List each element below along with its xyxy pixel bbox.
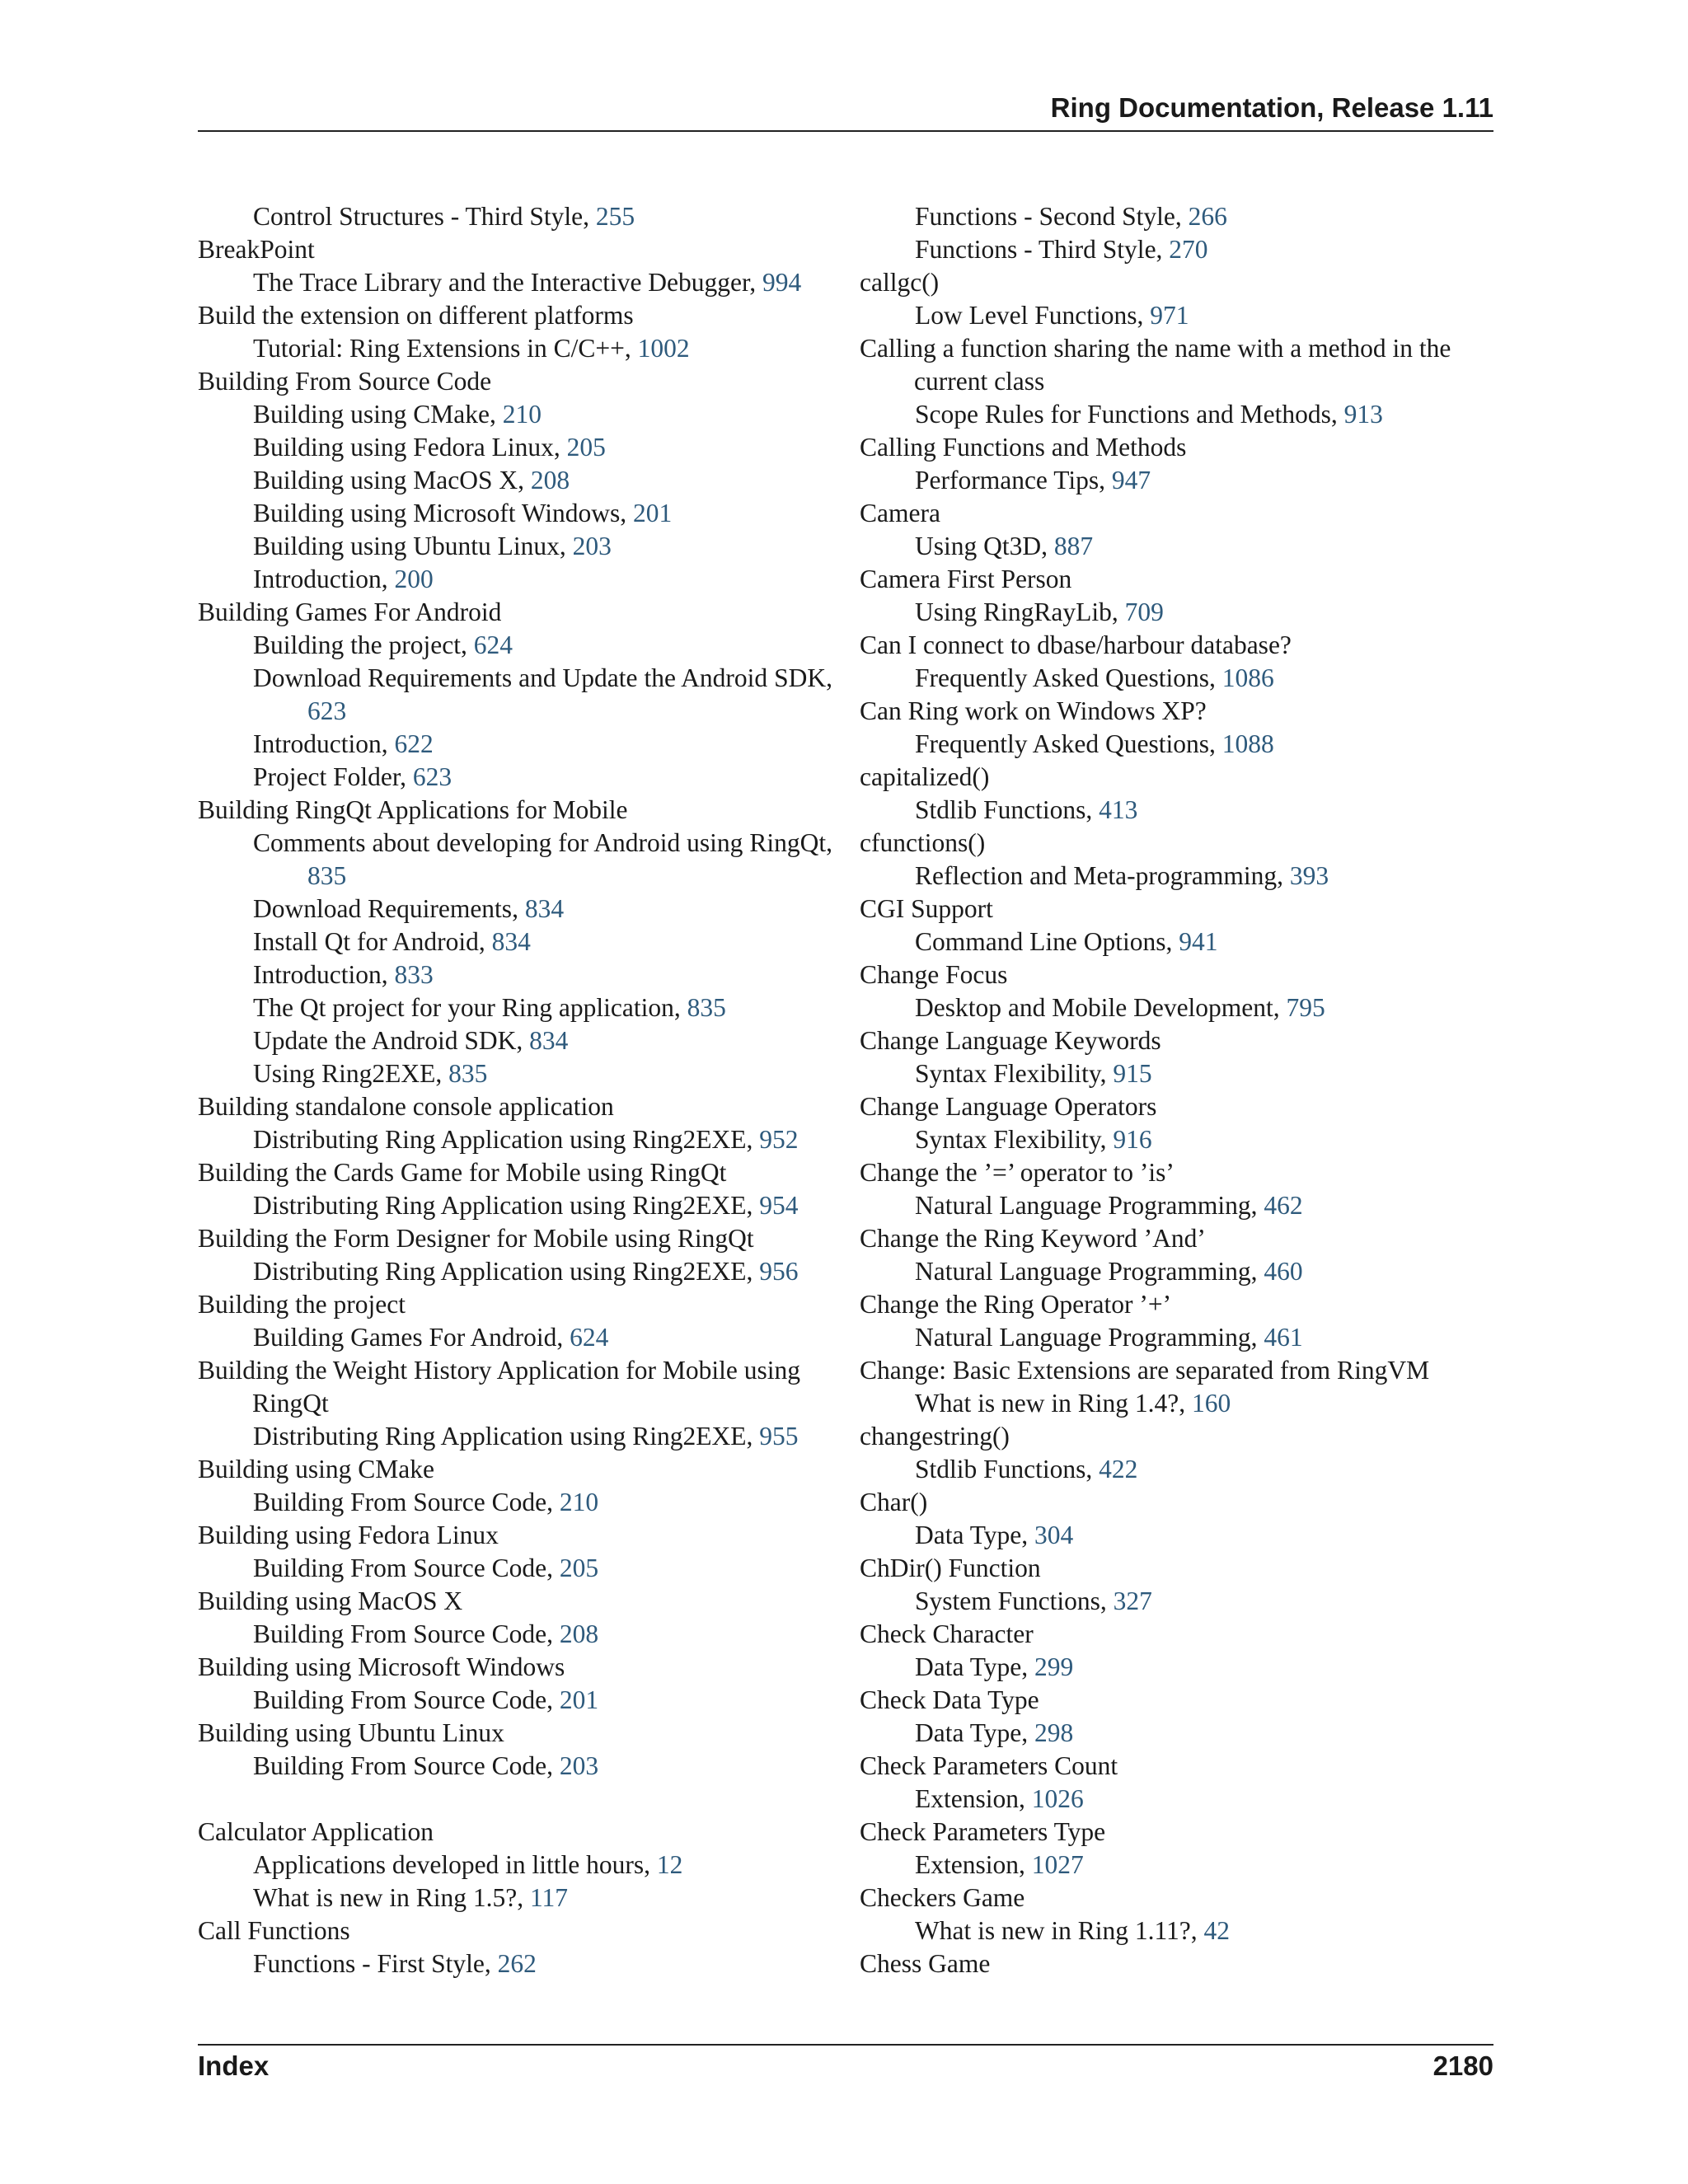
page-reference-link[interactable]: 915 <box>1113 1059 1152 1088</box>
index-term <box>198 1288 832 1321</box>
index-term <box>860 1486 1496 1519</box>
index-term-text: CGI Support <box>860 894 993 923</box>
index-term <box>860 893 1496 926</box>
index-term-text: ChDir() Function <box>860 1554 1041 1582</box>
index-subentry-text: System Functions <box>915 1586 1100 1615</box>
page-reference-link[interactable]: 1088 <box>1221 729 1274 758</box>
page-reference-link[interactable]: 12 <box>656 1850 683 1879</box>
index-term-text: Check Character <box>860 1619 1034 1648</box>
index-subentry: Data Type, 298 <box>915 1718 1074 1747</box>
index-term <box>860 1816 1496 1849</box>
index-subentry-text: Building using Fedora Linux <box>253 433 554 462</box>
index-subentry-text: Functions - Third Style <box>915 235 1156 264</box>
index-term <box>860 1288 1496 1321</box>
index-term <box>860 1354 1496 1387</box>
index-subentry: What is new in Ring 1.4?, 160 <box>915 1389 1231 1418</box>
index-subentry-text: Stdlib Functions <box>915 1455 1086 1483</box>
index-term-text: cfunctions() <box>860 828 986 857</box>
index-subentry: Natural Language Programming, 461 <box>915 1323 1303 1352</box>
index-term-text: Checkers Game <box>860 1883 1025 1912</box>
page-reference-link[interactable]: 623 <box>307 696 347 725</box>
index-subentry-text: Using Qt3D <box>915 532 1042 560</box>
index-term-text: Building the Weight History Application for Mobile using RingQt <box>198 1356 800 1418</box>
index-subentry-text: Reflection and Meta-programming <box>915 861 1278 890</box>
page-reference-link[interactable]: 255 <box>595 202 635 231</box>
page-reference-link[interactable]: 624 <box>570 1323 609 1352</box>
index-term-text: Change Focus <box>860 960 1008 989</box>
index-subentry-text: Natural Language Programming <box>915 1323 1251 1352</box>
index-subentry-text: Stdlib Functions <box>915 795 1086 824</box>
index-subentry: Syntax Flexibility, 916 <box>915 1125 1152 1154</box>
index-subentry: Building From Source Code, 210 <box>253 1488 599 1516</box>
index-term-text: Building the project <box>198 1290 406 1319</box>
index-subentry-text: Natural Language Programming <box>915 1191 1251 1220</box>
index-term <box>860 695 1496 728</box>
index-subentry: Functions - Third Style, 270 <box>915 235 1208 264</box>
index-term <box>860 1024 1496 1057</box>
index-subentry-text: Applications developed in little hours <box>253 1850 645 1879</box>
index-term <box>860 1750 1496 1783</box>
header-rule <box>198 130 1493 132</box>
index-subentry-text: Comments about developing for Android using RingQt <box>253 828 827 857</box>
index-subentry: Control Structures - Third Style, 255 <box>253 202 635 231</box>
index-subentry-text: Building using Ubuntu Linux <box>253 532 560 560</box>
index-subentry: System Functions, 327 <box>915 1586 1152 1615</box>
page-reference-link[interactable]: 201 <box>633 499 673 527</box>
index-subentry-text: Building Games For Android <box>253 1323 557 1352</box>
page-reference-link[interactable]: 916 <box>1113 1125 1152 1154</box>
index-term <box>198 596 832 629</box>
page-reference-link[interactable]: 42 <box>1203 1916 1231 1945</box>
page-reference-link[interactable]: 160 <box>1191 1389 1231 1418</box>
index-term <box>198 1156 832 1189</box>
index-subentry-text: Building From Source Code <box>253 1751 547 1780</box>
index-term <box>860 332 1496 398</box>
index-term-text: Building the Cards Game for Mobile using RingQt <box>198 1158 727 1187</box>
index-term <box>198 1090 832 1123</box>
index-subentry: Low Level Functions, 971 <box>915 301 1189 330</box>
index-term-text: Change the ’=’ operator to ’is’ <box>860 1158 1175 1187</box>
page-reference-link[interactable]: 460 <box>1264 1257 1303 1286</box>
index-subentry-text: Frequently Asked Questions <box>915 663 1209 692</box>
index-subentry: Building Games For Android, 624 <box>253 1323 609 1352</box>
index-subentry: Introduction, 622 <box>253 729 434 758</box>
index-term-text: Building using Ubuntu Linux <box>198 1718 504 1747</box>
index-term <box>860 958 1496 991</box>
page-reference-link[interactable]: 205 <box>566 433 606 462</box>
index-subentry-text: Data Type <box>915 1652 1022 1681</box>
index-subentry: Building From Source Code, 201 <box>253 1685 599 1714</box>
page-reference-link[interactable]: 210 <box>502 400 542 429</box>
page-reference-link[interactable]: 208 <box>559 1619 599 1648</box>
index-subentry-text: The Trace Library and the Interactive Debugger <box>253 268 750 297</box>
index-subentry: The Qt project for your Ring application, 835 <box>253 993 726 1022</box>
index-term <box>860 1552 1496 1585</box>
footer-page-number: 2180 <box>1432 2050 1493 2081</box>
index-term <box>198 794 832 827</box>
page-reference-link[interactable]: 304 <box>1034 1521 1074 1549</box>
index-term-text: Change the Ring Operator ’+’ <box>860 1290 1172 1319</box>
index-subentry: Install Qt for Android, 834 <box>253 927 531 956</box>
index-subentry: Functions - First Style, 262 <box>253 1949 537 1978</box>
index-term <box>198 1354 832 1420</box>
page-reference-link[interactable]: 203 <box>559 1751 599 1780</box>
index-subentry: Reflection and Meta-programming, 393 <box>915 861 1329 890</box>
index-subentry: Distributing Ring Application using Ring2EXE, 952 <box>253 1125 799 1154</box>
index-subentry-text: Functions - Second Style <box>915 202 1175 231</box>
index-subentry-text: Building using MacOS X <box>253 466 518 494</box>
index-term <box>198 1651 832 1684</box>
index-term-text: Calculator Application <box>198 1817 434 1846</box>
index-subentry-text: Data Type <box>915 1521 1022 1549</box>
index-term-text: Can Ring work on Windows XP? <box>860 696 1207 725</box>
index-subentry: Frequently Asked Questions, 1088 <box>915 729 1274 758</box>
index-term-text: Change: Basic Extensions are separated from RingVM <box>860 1356 1430 1385</box>
index-subentry-text: Distributing Ring Application using Ring2EXE <box>253 1422 747 1451</box>
index-subentry: Natural Language Programming, 460 <box>915 1257 1303 1286</box>
index-term <box>860 1222 1496 1255</box>
index-subentry-text: Building From Source Code <box>253 1619 547 1648</box>
index-term <box>860 1618 1496 1651</box>
index-subentry-text: What is new in Ring 1.11? <box>915 1916 1191 1945</box>
page-reference-link[interactable]: 200 <box>394 565 434 593</box>
index-subentry-text: Scope Rules for Functions and Methods <box>915 400 1331 429</box>
page-reference-link[interactable]: 393 <box>1289 861 1329 890</box>
index-subentry: Update the Android SDK, 834 <box>253 1026 569 1055</box>
index-subentry-text: Natural Language Programming <box>915 1257 1251 1286</box>
index-term-text: Building using MacOS X <box>198 1586 463 1615</box>
index-subentry: Stdlib Functions, 422 <box>915 1455 1138 1483</box>
page-reference-link[interactable]: 462 <box>1264 1191 1303 1220</box>
index-term-text: Call Functions <box>198 1916 350 1945</box>
index-term-text: Change Language Operators <box>860 1092 1157 1121</box>
index-term-text: Chess Game <box>860 1949 991 1978</box>
index-term-text: Building Games For Android <box>198 598 502 626</box>
index-subentry: Distributing Ring Application using Ring2EXE, 954 <box>253 1191 799 1220</box>
index-subentry-text: Distributing Ring Application using Ring2EXE <box>253 1191 747 1220</box>
index-subentry: Extension, 1026 <box>915 1784 1084 1813</box>
index-term <box>860 1090 1496 1123</box>
index-subentry-text: Introduction <box>253 729 382 758</box>
index-subentry-text: Download Requirements <box>253 894 513 923</box>
index-term-text: Building RingQt Applications for Mobile <box>198 795 628 824</box>
page-reference-link[interactable]: 835 <box>687 993 726 1022</box>
index-term-text: Check Parameters Count <box>860 1751 1118 1780</box>
index-subentry-text: What is new in Ring 1.4? <box>915 1389 1179 1418</box>
index-term <box>198 1717 832 1750</box>
index-term <box>860 1156 1496 1189</box>
page-reference-link[interactable]: 833 <box>394 960 434 989</box>
footer-rule <box>198 2044 1493 2046</box>
page-reference-link[interactable]: 270 <box>1169 235 1208 264</box>
index-term-text: Change Language Keywords <box>860 1026 1161 1055</box>
page-reference-link[interactable]: 952 <box>759 1125 799 1154</box>
index-subentry-text: Introduction <box>253 960 382 989</box>
page-reference-link[interactable]: 834 <box>529 1026 569 1055</box>
index-term <box>198 299 832 332</box>
index-term <box>198 1453 832 1486</box>
index-subentry-text: Building From Source Code <box>253 1685 547 1714</box>
index-subentry: Natural Language Programming, 462 <box>915 1191 1303 1220</box>
page-reference-link[interactable]: 1086 <box>1221 663 1274 692</box>
index-term-text: Change the Ring Keyword ’And’ <box>860 1224 1206 1253</box>
page-reference-link[interactable]: 298 <box>1034 1718 1074 1747</box>
page-reference-link[interactable]: 954 <box>759 1191 799 1220</box>
index-term <box>860 1420 1496 1453</box>
page-reference-link[interactable]: 205 <box>559 1554 599 1582</box>
index-term <box>198 233 832 266</box>
page-reference-link[interactable]: 203 <box>572 532 612 560</box>
index-subentry-text: Building From Source Code <box>253 1554 547 1582</box>
page-reference-link[interactable]: 201 <box>559 1685 599 1714</box>
index-column-right <box>860 200 1496 1980</box>
index-subentry: Performance Tips, 947 <box>915 466 1151 494</box>
index-subentry-text: Data Type <box>915 1718 1022 1747</box>
index-term <box>860 827 1496 860</box>
index-subentry: What is new in Ring 1.11?, 42 <box>915 1916 1231 1945</box>
index-column-left <box>198 200 832 1980</box>
page-reference-link[interactable]: 266 <box>1188 202 1227 231</box>
index-subentry: Data Type, 299 <box>915 1652 1074 1681</box>
index-subentry: Building the project, 624 <box>253 630 513 659</box>
index-term <box>198 1915 832 1947</box>
index-subentry-text: Low Level Functions <box>915 301 1137 330</box>
index-term <box>198 1816 832 1849</box>
index-subentry-text: Update the Android SDK <box>253 1026 517 1055</box>
index-subentry: Building using Fedora Linux, 205 <box>253 433 606 462</box>
index-term-text: callgc() <box>860 268 940 297</box>
index-subentry: What is new in Ring 1.5?, 117 <box>253 1883 569 1912</box>
page-reference-link[interactable]: 210 <box>559 1488 599 1516</box>
index-term <box>198 1222 832 1255</box>
footer-section-label: Index <box>198 2050 270 2081</box>
page-reference-link[interactable]: 623 <box>412 762 452 791</box>
page-reference-link[interactable]: 955 <box>759 1422 799 1451</box>
index-term <box>860 431 1496 464</box>
index-subentry-text: Command Line Options <box>915 927 1166 956</box>
index-subentry-text: Tutorial: Ring Extensions in C/C++ <box>253 334 625 363</box>
index-subentry: Building From Source Code, 205 <box>253 1554 599 1582</box>
index-term <box>860 1882 1496 1915</box>
page-reference-link[interactable]: 117 <box>529 1883 569 1912</box>
page-reference-link[interactable]: 834 <box>524 894 565 923</box>
page-reference-link[interactable]: 622 <box>394 729 434 758</box>
index-subentry: Building using Microsoft Windows, 201 <box>253 499 673 527</box>
index-term <box>198 365 832 398</box>
index-subentry-text: Project Folder <box>253 762 401 791</box>
page-reference-link[interactable]: 941 <box>1179 927 1218 956</box>
index-term <box>860 1947 1496 1980</box>
index-term-text: Build the extension on different platforms <box>198 301 634 330</box>
index-subentry-text: Distributing Ring Application using Ring2EXE <box>253 1257 747 1286</box>
index-subentry-text: Distributing Ring Application using Ring2EXE <box>253 1125 747 1154</box>
index-term <box>198 1519 832 1552</box>
page-reference-link[interactable]: 835 <box>448 1059 488 1088</box>
running-header-title: Ring Documentation, Release 1.11 <box>1050 92 1493 123</box>
index-subentry-text: Download Requirements and Update the Android SDK <box>253 663 827 692</box>
index-subentry-text: Building using CMake <box>253 400 490 429</box>
index-subentry: Applications developed in little hours, 12 <box>253 1850 683 1879</box>
page-reference-link[interactable]: 413 <box>1099 795 1138 824</box>
index-term <box>860 497 1496 530</box>
page-reference-link[interactable]: 1002 <box>637 334 690 363</box>
index-subentry-text: Syntax Flexibility <box>915 1059 1100 1088</box>
page-reference-link[interactable]: 709 <box>1124 598 1164 626</box>
index-term <box>860 761 1496 794</box>
index-subentry-text: Building the project <box>253 630 461 659</box>
page-reference-link[interactable]: 956 <box>759 1257 799 1286</box>
index-subentry-text: Using RingRayLib <box>915 598 1112 626</box>
page-reference-link[interactable]: 994 <box>762 268 802 297</box>
index-term <box>860 266 1496 299</box>
page-reference-link[interactable]: 1027 <box>1031 1850 1084 1879</box>
index-subentry: Distributing Ring Application using Ring2EXE, 955 <box>253 1422 799 1451</box>
index-subentry: Tutorial: Ring Extensions in C/C++, 1002 <box>253 334 690 363</box>
index-term-text: Check Data Type <box>860 1685 1039 1714</box>
index-subentry: Using Ring2EXE, 835 <box>253 1059 488 1088</box>
index-subentry-text: Extension <box>915 1850 1019 1879</box>
index-subentry-text: The Qt project for your Ring application <box>253 993 674 1022</box>
index-letter-gap <box>198 1783 832 1816</box>
page-reference-link[interactable]: 1026 <box>1031 1784 1084 1813</box>
index-term <box>860 1684 1496 1717</box>
index-subentry: Syntax Flexibility, 915 <box>915 1059 1152 1088</box>
index-subentry: Building using CMake, 210 <box>253 400 542 429</box>
index-subentry: Scope Rules for Functions and Methods, 913 <box>915 400 1383 429</box>
page-reference-link[interactable]: 887 <box>1053 532 1094 560</box>
index-term <box>860 563 1496 596</box>
page-reference-link[interactable]: 947 <box>1111 466 1151 494</box>
index-subentry-text: Install Qt for Android <box>253 927 479 956</box>
index-term-text: Building using CMake <box>198 1455 435 1483</box>
page-reference-link[interactable]: 834 <box>491 927 531 956</box>
index-subentry: Introduction, 833 <box>253 960 434 989</box>
index-subentry: Command Line Options, 941 <box>915 927 1218 956</box>
index-term-text: Building From Source Code <box>198 367 492 396</box>
index-term-text: Building using Microsoft Windows <box>198 1652 565 1681</box>
index-subentry: Frequently Asked Questions, 1086 <box>915 663 1274 692</box>
index-subentry-text: What is new in Ring 1.5? <box>253 1883 518 1912</box>
page-reference-link[interactable]: 835 <box>307 861 347 890</box>
index-term-text: Building standalone console application <box>198 1092 614 1121</box>
page-reference-link[interactable]: 795 <box>1286 993 1325 1022</box>
index-subentry: Data Type, 304 <box>915 1521 1074 1549</box>
index-subentry: Building From Source Code, 203 <box>253 1751 599 1780</box>
page-reference-link[interactable]: 208 <box>530 466 570 494</box>
index-subentry: Distributing Ring Application using Ring2EXE, 956 <box>253 1257 799 1286</box>
index-subentry: Download Requirements and Update the Android SDK, 623 <box>253 663 832 725</box>
index-term-text: changestring() <box>860 1422 1010 1451</box>
index-term <box>198 1585 832 1618</box>
index-term-text: Can I connect to dbase/harbour database? <box>860 630 1292 659</box>
index-subentry-text: Introduction <box>253 565 382 593</box>
index-term-text: Building the Form Designer for Mobile using RingQt <box>198 1224 754 1253</box>
index-subentry: Building using MacOS X, 208 <box>253 466 570 494</box>
index-term <box>860 629 1496 662</box>
index-subentry: Introduction, 200 <box>253 565 434 593</box>
index-subentry-text: Functions - First Style <box>253 1949 485 1978</box>
index-term-text: Camera <box>860 499 940 527</box>
index-term-text: BreakPoint <box>198 235 315 264</box>
index-term-text: Char() <box>860 1488 928 1516</box>
index-subentry: Using RingRayLib, 709 <box>915 598 1164 626</box>
page-reference-link[interactable]: 262 <box>497 1949 537 1978</box>
index-subentry: Building using Ubuntu Linux, 203 <box>253 532 612 560</box>
index-subentry: Building From Source Code, 208 <box>253 1619 599 1648</box>
page-reference-link[interactable]: 971 <box>1150 301 1189 330</box>
index-subentry: Download Requirements, 834 <box>253 894 565 923</box>
index-subentry: Comments about developing for Android using RingQt, 835 <box>253 828 832 890</box>
index-term-text: Calling a function sharing the name with a method in the current class <box>860 334 1451 396</box>
page-reference-link[interactable]: 913 <box>1343 400 1383 429</box>
index-subentry-text: Performance Tips <box>915 466 1100 494</box>
index-subentry: Extension, 1027 <box>915 1850 1084 1879</box>
page-reference-link[interactable]: 461 <box>1264 1323 1303 1352</box>
page-reference-link[interactable]: 299 <box>1034 1652 1074 1681</box>
index-term-text: capitalized() <box>860 762 990 791</box>
index-term-text: Check Parameters Type <box>860 1817 1106 1846</box>
page-reference-link[interactable]: 422 <box>1099 1455 1138 1483</box>
index-subentry-text: Desktop and Mobile Development <box>915 993 1273 1022</box>
index-subentry: Using Qt3D, 887 <box>915 532 1094 560</box>
index-term-text: Calling Functions and Methods <box>860 433 1187 462</box>
index-subentry: Stdlib Functions, 413 <box>915 795 1138 824</box>
index-subentry-text: Control Structures - Third Style <box>253 202 584 231</box>
index-subentry-text: Frequently Asked Questions <box>915 729 1209 758</box>
page-reference-link[interactable]: 624 <box>473 630 513 659</box>
index-subentry-text: Extension <box>915 1784 1019 1813</box>
index-term-text: Camera First Person <box>860 565 1072 593</box>
index-subentry: Project Folder, 623 <box>253 762 452 791</box>
index-subentry-text: Building using Microsoft Windows <box>253 499 621 527</box>
index-term-text: Building using Fedora Linux <box>198 1521 499 1549</box>
index-subentry: The Trace Library and the Interactive Debugger, 994 <box>253 268 802 297</box>
index-subentry: Desktop and Mobile Development, 795 <box>915 993 1325 1022</box>
index-subentry-text: Using Ring2EXE <box>253 1059 436 1088</box>
index-subentry-text: Syntax Flexibility <box>915 1125 1100 1154</box>
index-subentry-text: Building From Source Code <box>253 1488 547 1516</box>
page-reference-link[interactable]: 327 <box>1113 1586 1152 1615</box>
index-subentry: Functions - Second Style, 266 <box>915 202 1227 231</box>
